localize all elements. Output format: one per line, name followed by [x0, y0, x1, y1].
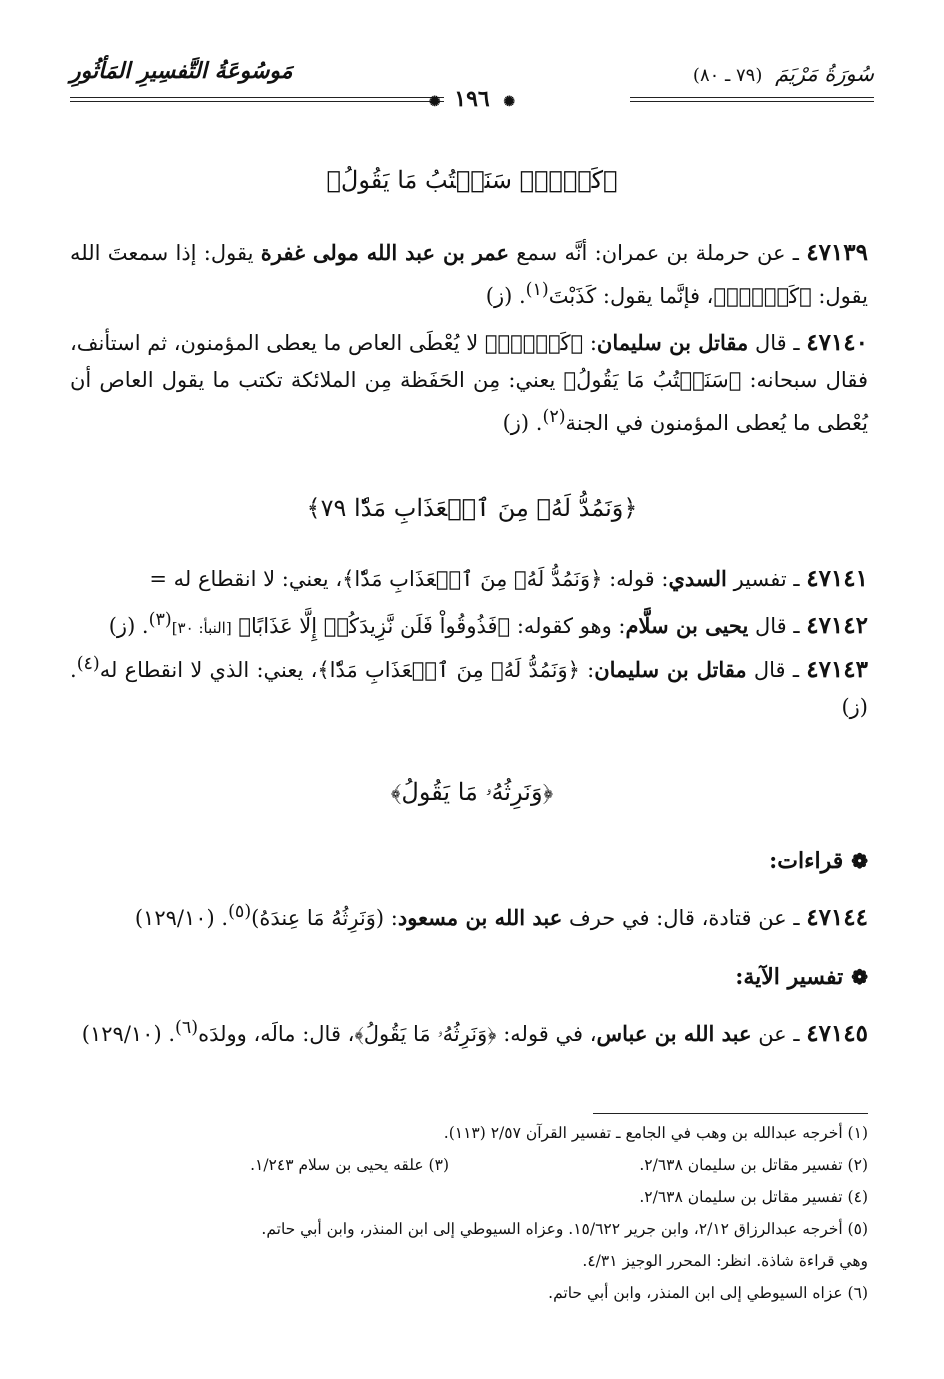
- text: . (ز): [108, 614, 149, 638]
- book-title: مَوسُوعَةُ التَّفسِيرِ المَأثُورِ: [70, 58, 293, 84]
- text: ـ عن قتادة، قال: في حرف: [562, 906, 807, 930]
- footnote-ref: (٢): [542, 407, 566, 427]
- text: : ﴿كَلَّاۚ﴾ لا يُعْطَى العاص ما يعطى المؤمنون، ثم استأنف، فقال سبحانه: ﴿سَنَكۡتُبُ مَا يَقُولُ﴾ يعني: مِن الحَفَظة مِن الملائكة تكتب ما يقول العاص أن يُعْطى ما يُعطى المؤمنون في الجنة: [70, 331, 868, 435]
- surah-name: سُورَةُ مَرْيَمَ: [775, 62, 874, 86]
- text: ، في قوله: ﴿وَنَرِثُهُۥ مَا يَقُولُ﴾، قال: مالَه، وولدَه: [198, 1022, 597, 1046]
- narration-number: ٤٧١٣٩: [806, 239, 868, 266]
- narrator-name: مقاتل بن سليمان: [594, 657, 747, 682]
- narration-number: ٤٧١٤٤: [806, 904, 868, 931]
- section-title: تفسير الآية:: [735, 964, 844, 990]
- narration-47140: [70, 324, 868, 442]
- text: : قوله: ﴿وَنَمُدُّ لَهُۥ مِنَ ٱلۡعَذَابِ مَدّٗا﴾، يعني: لا انقطاع له =: [149, 567, 669, 591]
- text: : ﴿وَنَمُدُّ لَهُۥ مِنَ ٱلۡعَذَابِ مَدّٗا﴾، يعني: الذي لا انقطاع له: [99, 658, 595, 682]
- text: . (ز): [502, 411, 543, 435]
- footnote-ref: (١): [525, 280, 549, 300]
- section-heading-readings: [769, 848, 868, 874]
- text: : (وَنَرِثُهُ مَا عِندَهُ): [251, 906, 398, 930]
- ornament-icon: ✺: [503, 94, 516, 110]
- page-number-value: ١٩٦: [454, 86, 490, 112]
- footnote-ref: (٥): [228, 902, 252, 922]
- text: . (١٢٩/١٠): [81, 1022, 176, 1046]
- text: ـ قال: [748, 614, 807, 638]
- text: ـ عن حرملة بن عمران: أنَّه سمع: [508, 241, 807, 265]
- narrator-name: عبد الله بن مسعود: [397, 905, 563, 930]
- narrator-name: عبد الله بن عباس: [596, 1021, 752, 1046]
- narration-number: ٤٧١٤٥: [806, 1020, 868, 1047]
- footnote-ref: (٣): [148, 610, 172, 630]
- text: . (ز): [70, 658, 868, 719]
- text: ـ عن: [751, 1022, 807, 1046]
- narrator-name: السدي: [668, 566, 727, 591]
- narration-47143: [70, 646, 868, 726]
- quran-verse: ﴿وَنَمُدُّ لَهُۥ مِنَ ٱلۡعَذَابِ مَدّٗا ٧٩﴾: [306, 494, 638, 522]
- section-heading-tafsir: [735, 964, 868, 990]
- footnote-4: (٤) تفسير مقاتل بن سليمان ٢/٦٣٨.: [639, 1188, 868, 1206]
- quran-verse: ﴿وَنَرِثُهُۥ مَا يَقُولُ﴾: [390, 778, 554, 806]
- narration-number: ٤٧١٤٢: [806, 612, 868, 639]
- section-title: قراءات:: [769, 848, 844, 874]
- narration-47144: [70, 894, 868, 937]
- footnote-6: (٦) عزاه السيوطي إلى ابن المنذر، وابن أبي حاتم.: [548, 1284, 868, 1302]
- footnote-2: (٢) تفسير مقاتل بن سليمان ٢/٦٣٨.: [639, 1156, 868, 1174]
- text: يقول: إذا سمعتَ الله يقول: ﴿كَلَّاۚ﴾، فإنَّما يقول: كَذَبْتَ: [70, 241, 868, 308]
- narration-47145: [70, 1010, 868, 1053]
- narration-47139: [70, 234, 868, 315]
- text: . (ز): [485, 284, 526, 308]
- ornament-icon: ✺: [428, 94, 441, 110]
- text: : وهو كقوله: ﴿فَذُوقُواْ فَلَن نَّزِيدَكُمۡ إِلَّا عَذَابًا﴾: [231, 614, 626, 638]
- narration-number: ٤٧١٤١: [806, 565, 868, 592]
- text: ـ قال: [746, 658, 807, 682]
- flower-icon: ❁: [851, 849, 868, 873]
- narration-number: ٤٧١٤٣: [806, 656, 868, 683]
- narration-number: ٤٧١٤٠: [806, 329, 868, 356]
- page-header: [70, 54, 874, 114]
- text: . (١٢٩/١٠): [134, 906, 229, 930]
- surah-title: [693, 62, 874, 86]
- footnote-ref: (٤): [76, 654, 100, 674]
- narrator-name: يحيى بن سلَّام: [625, 613, 749, 638]
- narrator-name: عمر بن عبد الله مولى غفرة: [260, 240, 509, 265]
- quran-verse: ﴿كَلَّاۚ سَنَكۡتُبُ مَا يَقُولُ﴾: [326, 166, 618, 194]
- footnote-3: (٣) علقه يحيى بن سلام ١/٢٤٣.: [250, 1156, 449, 1174]
- footnote-5-continued: وهي قراءة شاذة. انظر: المحرر الوجيز ٤/٣١.: [582, 1252, 868, 1270]
- flower-icon: ❁: [851, 965, 868, 989]
- text: ـ تفسير: [726, 567, 807, 591]
- narrator-name: مقاتل بن سليمان: [596, 330, 749, 355]
- narration-47142: [70, 602, 868, 647]
- footnote-5: (٥) أخرجه عبدالرزاق ٢/١٢، وابن جرير ١٥/٦٢٢. وعزاه السيوطي إلى ابن المنذر، وابن أبي حاتم.: [261, 1220, 868, 1238]
- footnote-1: (١) أخرجه عبدالله بن وهب في الجامع ـ تفسير القرآن ٢/٥٧ (١١٣).: [443, 1124, 868, 1142]
- page-number: [70, 86, 874, 112]
- surah-reference: [النبأ: ٣٠]: [171, 619, 232, 637]
- text: ـ قال: [748, 331, 807, 355]
- footnote-ref: (٦): [175, 1018, 199, 1038]
- footnote-divider: [593, 1113, 868, 1114]
- narration-47141: [70, 560, 868, 598]
- verse-range: (٧٩ ـ ٨٠): [692, 65, 763, 86]
